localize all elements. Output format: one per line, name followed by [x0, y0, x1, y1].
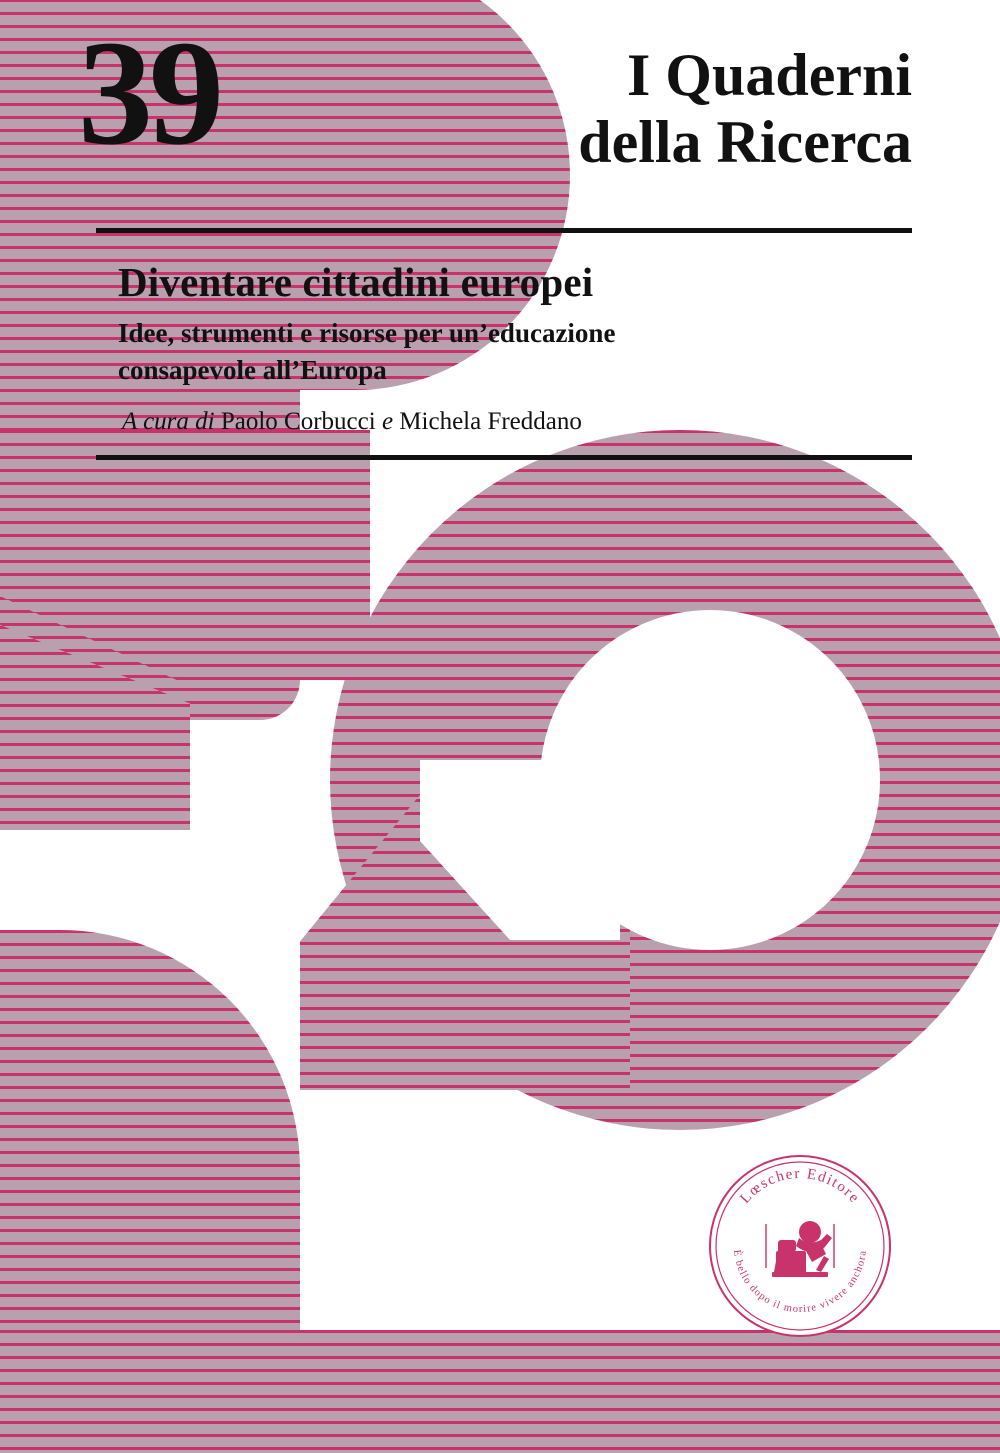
publisher-name-text: Lœscher Editore: [737, 1165, 863, 1207]
publisher-logo: [706, 1152, 894, 1340]
divider-bottom: [96, 455, 912, 460]
subtitle-line-1: Idee, strumenti e risorse per un’educazione: [118, 318, 616, 348]
subtitle: [118, 315, 615, 390]
page-title: Diventare cittadini europei: [118, 259, 594, 305]
editor-name-2: Michela Freddano: [399, 408, 582, 435]
editors-prefix: A cura di: [122, 408, 215, 435]
series-title: [578, 42, 912, 176]
subtitle-line-2: consapevole all’Europa: [118, 355, 387, 386]
decorative-shape-bottom-right: [760, 1330, 1000, 1453]
decorative-shape-ring-hole: [540, 610, 880, 950]
series-title-line-1: I Quaderni: [626, 42, 912, 108]
editor-name-1: Paolo Corbucci: [220, 408, 376, 435]
editors-credit: [122, 408, 582, 436]
issue-number: 39: [78, 10, 220, 176]
divider-top: [96, 228, 912, 233]
editors-conjunction: e: [381, 408, 394, 435]
loescher-seal-icon: [706, 1152, 894, 1340]
series-title-line-2: della Ricerca: [578, 109, 912, 176]
publisher-motto-text: È bello dopo il morire vivere anchora: [731, 1249, 869, 1316]
